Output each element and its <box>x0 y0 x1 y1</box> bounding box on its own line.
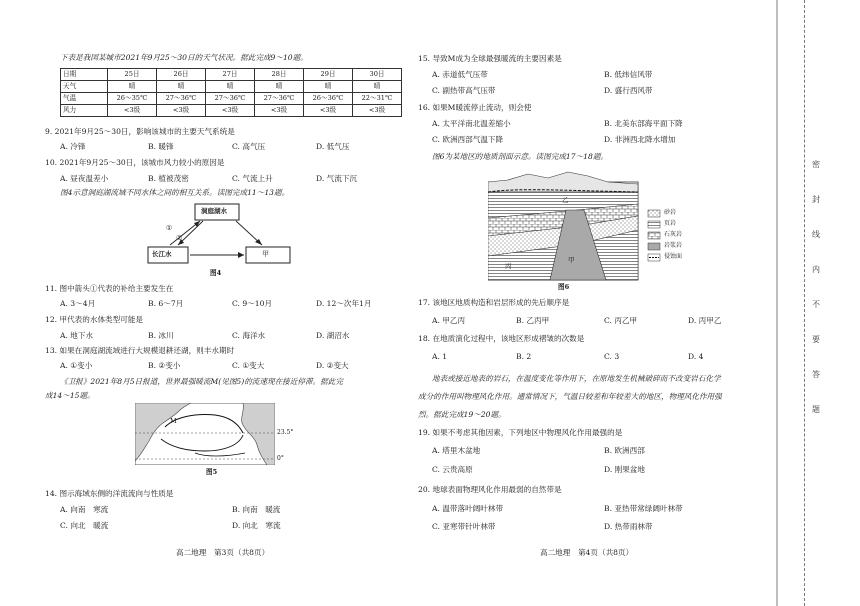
q19-option-d: D. 刚果盆地 <box>604 465 646 474</box>
q18-option-a: A. 1 <box>432 352 448 361</box>
question-10: 10. 2021年9月25～30日，该城市风力较小的原因是 <box>45 158 225 167</box>
question-11: 11. 图中箭头①代表的补给主要发生在 <box>45 284 174 293</box>
q13-option-b: B. ②变小 <box>148 361 181 370</box>
q20-option-d: D. 热带雨林带 <box>604 522 653 531</box>
binding-char-5: 不 <box>812 300 820 309</box>
intro-fig5-line1: 《卫报》2021年8月5日报道，世界最强暖流M(见图5)的流速现在接近停滞。据此完 <box>60 377 343 386</box>
question-17: 17. 该地区地质构造和岩层形成的先后顺序是 <box>418 298 570 307</box>
question-13: 13. 如果在洞庭湖流域进行大规模退耕还湖，则丰水期时 <box>45 346 235 355</box>
q16-option-a: A. 太平洋南北温差缩小 <box>432 119 511 128</box>
intro-weather: 下表是我国某城市2021年9月25～30日的天气状况。据此完成9～10题。 <box>60 53 308 62</box>
q10-option-c: C. 气流上升 <box>232 174 273 183</box>
intro-weathering-line2: 成分的作用叫物理风化作用。通常情况下，气温日较差和年较差大的地区，物理风化作用强 <box>418 392 722 401</box>
question-14: 14. 图示海域东侧的洋流流向与性质是 <box>45 489 174 498</box>
fig6-legend-erosion: 侵蚀面 <box>664 253 683 260</box>
q9-option-d: D. 低气压 <box>316 142 350 151</box>
table-row: 风力 <3级 <3级 <3级 <3级 <3级 <3级 <box>61 105 402 117</box>
intro-weathering-line1: 地表或接近地表的岩石，在温度变化等作用下，在原地发生机械破碎而不改变岩石化学 <box>432 374 721 383</box>
q14-option-b: B. 向南 暖流 <box>232 505 281 514</box>
weather-table <box>60 68 402 117</box>
binding-char-8: 题 <box>812 405 820 414</box>
q19-option-b: B. 欧洲西部 <box>604 446 645 455</box>
q17-option-c: C. 丙乙甲 <box>604 316 638 325</box>
q16-option-c: C. 欧洲西部气温下降 <box>432 135 504 144</box>
q15-option-c: C. 副热带高气压带 <box>432 86 496 95</box>
q14-option-d: D. 向北 寒流 <box>232 521 281 530</box>
fig4-arrow2-label: ② <box>176 234 183 242</box>
q20-option-b: B. 亚热带常绿阔叶林带 <box>604 504 683 513</box>
q11-option-a: A. 3～4月 <box>60 299 96 308</box>
q11-option-b: B. 6～7月 <box>148 299 184 308</box>
q16-option-b: B. 北美东部海平面下降 <box>604 119 683 128</box>
q11-option-c: C. 9～10月 <box>232 299 273 308</box>
fig4-label-right: 甲 <box>262 250 269 258</box>
q16-option-d: D. 非洲西北降水增加 <box>604 135 676 144</box>
q13-option-d: D. ②变大 <box>316 361 349 370</box>
legend-shale-swatch <box>648 221 660 228</box>
fig5-label-m: M <box>170 417 177 425</box>
fig5-lat2: 0° <box>277 455 284 462</box>
intro-weathering-line3: 烈。据此完成19～20题。 <box>418 410 506 419</box>
q17-option-d: D. 丙甲乙 <box>688 316 722 325</box>
q15-option-a: A. 赤道低气压带 <box>432 70 488 79</box>
table-row: 日期 25日 26日 27日 28日 29日 30日 <box>61 69 402 81</box>
fig6-label-bing: 丙 <box>505 262 512 270</box>
q17-option-a: A. 甲乙丙 <box>432 316 466 325</box>
q12-option-c: C. 海洋水 <box>232 331 266 340</box>
q10-option-b: B. 植被茂密 <box>148 174 189 183</box>
legend-limestone-swatch <box>648 232 660 239</box>
question-20: 20. 地球表面物理风化作用最弱的自然带是 <box>418 485 562 494</box>
legend-magma-swatch <box>648 243 660 250</box>
q19-option-a: A. 塔里木盆地 <box>432 446 481 455</box>
figure-5-map <box>135 403 275 465</box>
q18-option-d: D. 4 <box>688 352 704 361</box>
q18-option-c: C. 3 <box>604 352 620 361</box>
q19-option-c: C. 云贵高原 <box>432 465 473 474</box>
q9-option-b: B. 暖锋 <box>148 142 174 151</box>
table-row: 天气 晴 晴 晴 晴 晴 晴 <box>61 81 402 93</box>
question-15: 15. 导致M成为全球最强暖流的主要因素是 <box>418 54 562 63</box>
q15-option-b: B. 低纬信风带 <box>604 70 653 79</box>
q20-option-c: C. 亚寒带针叶林带 <box>432 522 496 531</box>
fig6-legend-limestone: 石灰岩 <box>664 231 683 238</box>
fig6-label-yi: 乙 <box>562 196 569 204</box>
q15-option-d: D. 盛行西风带 <box>604 86 653 95</box>
q9-option-a: A. 冷锋 <box>60 142 86 151</box>
intro-fig4: 图4示意洞庭湖流域不同水体之间的相互关系。读图完成11～13题。 <box>60 188 290 197</box>
fig5-caption: 图5 <box>206 468 218 476</box>
q10-option-a: A. 昼夜温差小 <box>60 174 109 183</box>
intro-fig5-line2: 成14～15题。 <box>45 391 95 400</box>
table-row: 气温 26～35℃ 27～36℃ 27～36℃ 27～36℃ 26～36℃ 22～31℃ <box>61 93 402 105</box>
question-18: 18. 在地质演化过程中，该地区形成褶皱的次数是 <box>418 334 585 343</box>
binding-char-4: 内 <box>812 265 820 274</box>
q12-option-b: B. 冰川 <box>148 331 174 340</box>
fig4-label-top: 洞庭湖水 <box>201 207 227 215</box>
q14-option-a: A. 向南 寒流 <box>60 505 109 514</box>
question-9: 9. 2021年9月25～30日，影响该城市的主要天气系统是 <box>45 127 235 136</box>
binding-char-2: 封 <box>812 195 820 204</box>
intro-fig6: 图6为某地区的地质剖面示意。读图完成17～18题。 <box>432 152 609 161</box>
binding-line <box>804 0 805 606</box>
q10-option-d: D. 气流下沉 <box>316 174 358 183</box>
fig4-caption: 图4 <box>210 269 222 277</box>
q18-option-b: B. 2 <box>516 352 532 361</box>
q14-option-c: C. 向北 暖流 <box>60 521 109 530</box>
fig4-arrow1-label: ① <box>166 224 173 232</box>
q12-option-a: A. 地下水 <box>60 331 94 340</box>
q12-option-d: D. 湖沼水 <box>316 331 350 340</box>
q13-option-c: C. ①变大 <box>232 361 265 370</box>
fig6-label-jia: 甲 <box>568 256 575 264</box>
binding-char-7: 答 <box>812 370 820 379</box>
question-12: 12. 甲代表的水体类型可能是 <box>45 315 144 324</box>
fig6-legend-sandstone: 砂岩 <box>664 209 677 216</box>
fig6-caption: 图6 <box>558 283 570 291</box>
q9-option-c: C. 高气压 <box>232 142 266 151</box>
q20-option-a: A. 温带落叶阔叶林带 <box>432 504 504 513</box>
binding-char-3: 线 <box>812 230 820 239</box>
q13-option-a: A. ①变小 <box>60 361 93 370</box>
binding-char-1: 密 <box>812 160 820 169</box>
question-19: 19. 如果不考虑其他因素，下列地区中物理风化作用最强的是 <box>418 428 623 437</box>
binding-char-6: 要 <box>812 335 820 344</box>
q11-option-d: D. 12～次年1月 <box>316 299 372 308</box>
fig6-legend-shale: 页岩 <box>664 220 677 227</box>
q17-option-b: B. 乙丙甲 <box>516 316 550 325</box>
footer-right: 高二地理 第4页（共8页） <box>540 548 634 557</box>
fig5-lat1: 23.5° <box>277 429 294 436</box>
footer-left: 高二地理 第3页（共8页） <box>176 548 270 557</box>
fig4-label-left: 长江水 <box>152 250 172 258</box>
fig6-legend-magma: 岩浆岩 <box>664 242 683 249</box>
question-16: 16. 如果M暖流停止流动，则会使 <box>418 103 532 112</box>
legend-sandstone-swatch <box>648 210 660 217</box>
